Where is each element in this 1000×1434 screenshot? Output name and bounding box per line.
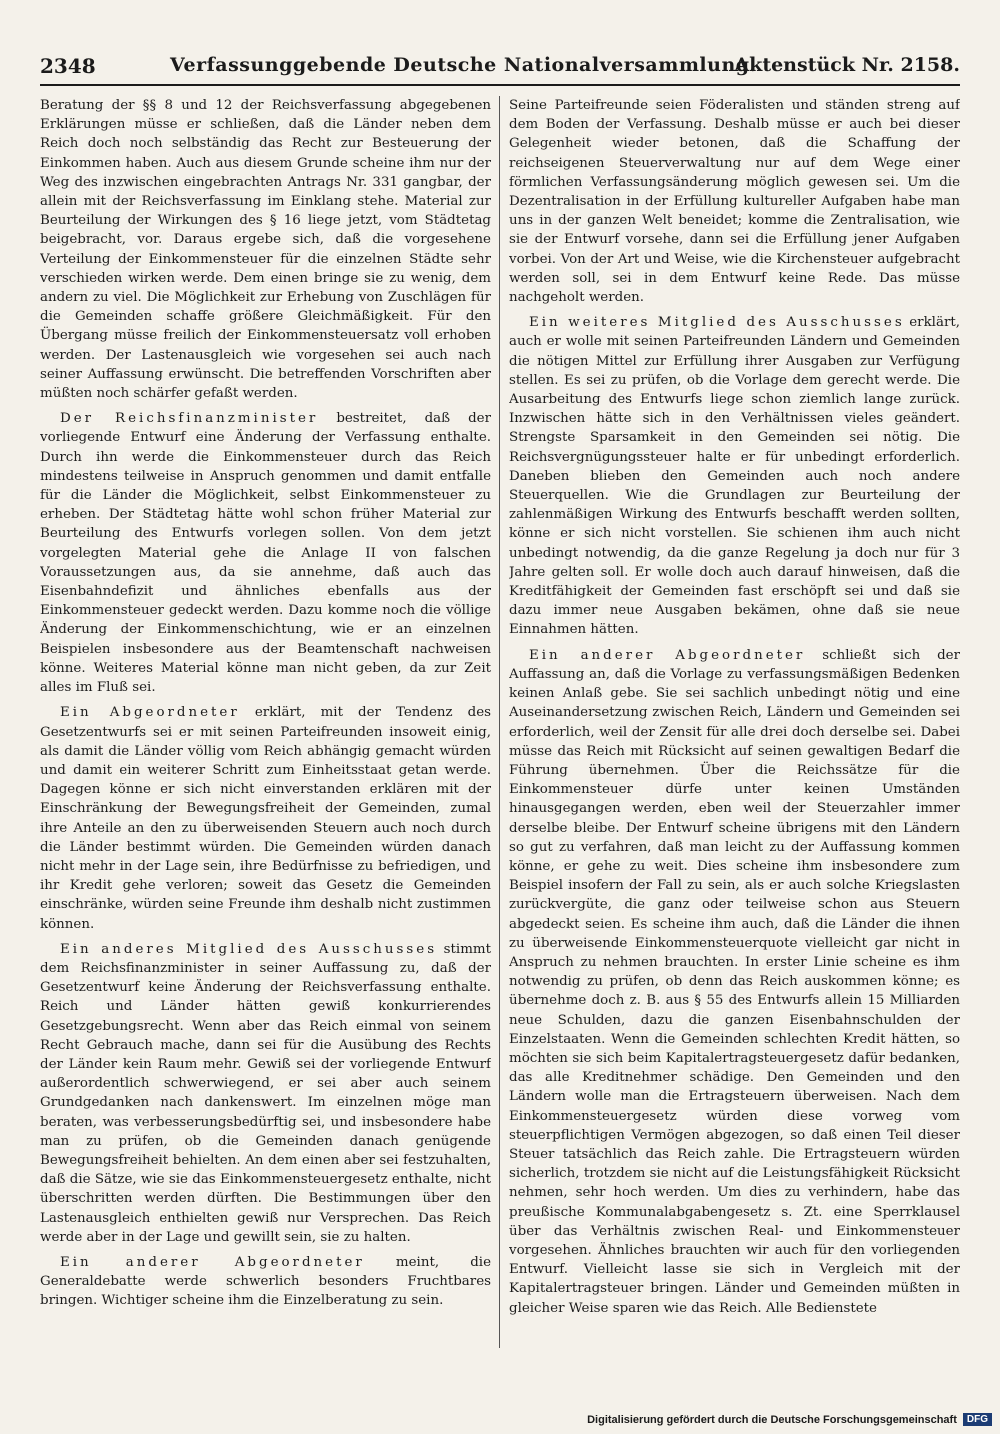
- speaker-lead: Ein weiteres Mitglied des Ausschusses: [529, 315, 905, 331]
- speaker-lead: Ein Abgeordneter: [60, 705, 240, 721]
- document-page: [40, 48, 960, 1348]
- speaker-lead: Ein anderer Abgeordneter: [529, 647, 806, 663]
- paragraph: [40, 409, 491, 697]
- paragraph-text: stimmt dem Reichsfinanzminister in seiner Auffassung zu, daß der Gesetzentwurf keine Änderung der Reichsverfassung enthalte. Reich und Länder hätten gewiß konkurrierendes Gesetzgebungsrecht. Wenn aber das Reich einmal von seinem Recht Gebrauch mache, dann sei für die Ausübung des Rechts der Länder kein Raum mehr. Gewiß sei der vorliegende Entwurf außerordentlich schwerwiegend, er sei aber auch seinem Grundgedanken nach dankenswert. Im einzelnen möge man beraten, was verbesserungsbedürftig sei, und insbesondere habe man zu prüfen, ob die Gemeinden danach genügende Bewegungsfreiheit behielten. An dem einen aber sei festzuhalten, daß die Sätze, wie sie das Einkommensteuergesetz enthalte, nicht überschritten werden dürften. Die Bestimmungen über den Lastenausgleich enthielten gewiß nur Versprechen. Das Reich werde aber in der Lage und gewillt sein, sie zu halten.: [40, 941, 491, 1245]
- credit-text: Digitalisierung gefördert durch die Deutsche Forschungsgemeinschaft: [587, 1413, 957, 1426]
- paragraph-text: Seine Parteifreunde seien Föderalisten und ständen streng auf dem Boden der Verfassung. Deshalb müsse er auch bei dieser Gelegenheit wieder betonen, daß die Schaffung der reichseigenen Steuerverwaltung nur auf dem Wege einer förmlichen Verfassungsänderung möglich gewesen sei. Um die Dezentralisation in der Erfüllung kultureller Aufgaben habe man uns in der ganzen Welt beneidet; komme die Zentralisation, wie sie der Entwurf vorsehe, dann sei die Erfüllung jener Aufgaben vorbei. Von der Art und Weise, wie die Kirchensteuer aufgebracht werden soll, sei in dem Entwurf keine Rede. Das müsse nachgeholt werden.: [509, 98, 960, 306]
- paragraph-text: bestreitet, daß der vorliegende Entwurf eine Änderung der Verfassung enthalte. Durch ihn werde die Einkommensteuer durch das Reich mindestens teilweise in Anspruch genommen und damit entfalle für die Länder die Möglichkeit, selbst Einkommensteuer zu erheben. Der Städtetag hätte wohl schon früher Material zur Beurteilung des Entwurfs vorlegen sollen. Von dem jetzt vorgelegten Material gehe die Anlage II von falschen Voraussetzungen aus, da sie annehme, daß auch das Eisenbahndefizit und ähnliches ebenfalls aus der Einkommensteuer gedeckt werden. Dazu komme noch die völlige Änderung der Einkommenschichtung, wie er an einzelnen Beispielen insbesondere aus der Beamtenschaft nachweisen könne. Weiteres Material könne man nicht geben, da zur Zeit alles im Fluß sei.: [40, 411, 491, 696]
- text-columns: [40, 96, 960, 1348]
- running-head: Verfassunggebende Deutsche Nationalversammlung.: [170, 54, 757, 76]
- right-column: [509, 96, 960, 1348]
- paragraph: [40, 703, 491, 933]
- paragraph: [509, 96, 960, 307]
- paragraph: [40, 96, 491, 403]
- digitization-credit: [587, 1413, 992, 1426]
- paragraph: [509, 646, 960, 1318]
- paragraph-text: erklärt, auch er wolle mit seinen Parteifreunden Ländern und Gemeinden die nötigen Mittel zur Erfüllung ihrer Ausgaben zur Verfügung stellen. Es sei zu prüfen, ob die Vorlage dem gerecht werde. Die Ausarbeitung des Entwurfs liege schon ziemlich lange zurück. Inzwischen hätte sich in den Verhältnissen vieles geändert. Strengste Sparsamkeit in den Gemeinden sei nötig. Die Reichsvergnügungssteuer halte er für unbedingt erforderlich. Daneben blieben den Gemeinden auch noch andere Steuerquellen. Wie die Grundlagen zur Beurteilung der zahlenmäßigen Wirkung des Entwurfs beschafft werden sollten, könne er sich nicht vorstellen. Sie schienen ihm auch nicht unbedingt notwendig, da die ganze Regelung ja doch nur für 3 Jahre gelten soll. Er wolle doch auch darauf hinweisen, daß die Kreditfähigkeit der Gemeinden fast erschöpft sei und daß sie dazu immer neue Ausgaben bekämen, ohne daß sie neue Einnahmen hätten.: [509, 315, 960, 638]
- paragraph-text: Beratung der §§ 8 und 12 der Reichsverfassung abgegebenen Erklärungen müsse er schließen, daß die Länder neben dem Reich doch noch selbständig das Recht zur Besteuerung der Einkommen haben. Auch aus diesem Grunde scheine ihm nur der Weg des inzwischen eingebrachten Antrags Nr. 331 gangbar, der allein mit der Reichsverfassung im Einklang stehe. Material zur Beurteilung der Wirkungen des § 16 liege jetzt, vom Städtetag beigebracht, vor. Daraus ergebe sich, daß die vorgesehene Verteilung der Einkommensteuer für die einzelnen Städte sehr verschieden wirken werde. Dem einen bringe sie zu wenig, dem andern zu viel. Die Möglichkeit zur Erhebung von Zuschlägen für die Gemeinden schaffe größere Gleichmäßigkeit. Für den Übergang müsse freilich der Einkommensteuersatz voll erhoben werden. Der Lastenausgleich wie vorgesehen sei auch nach seiner Auffassung erwünscht. Die betreffenden Vorschriften aber müßten noch schärfer gefaßt werden.: [40, 98, 491, 402]
- paragraph: [40, 1253, 491, 1311]
- paragraph-text: schließt sich der Auffassung an, daß die Vorlage zu verfassungsmäßigen Bedenken keinen Anlaß gebe. Sie sei sachlich unbedingt nötig und eine Auseinandersetzung zwischen Reich, Ländern und Gemeinden sei erforderlich, weil der Zensit für alle drei doch derselbe sei. Dabei müsse das Reich mit Rücksicht auf seinen gewaltigen Bedarf die Führung übernehmen. Über die Reichssätze für die Einkommensteuer dürfe unter keinen Umständen hinausgegangen werden, eben weil der Steuerzahler immer derselbe bleibe. Der Entwurf scheine übrigens mit den Ländern so gut zu verfahren, daß man leicht zu der Auffassung kommen könne, er gehe zu weit. Dies scheine ihm insbesondere zum Beispiel insofern der Fall zu sein, als er auch solche Kriegslasten zurückvergüte, die ganz oder teilweise schon aus Steuern abgedeckt seien. Es scheine ihm auch, daß die Länder die ihnen zu überweisende Einkommensteuerquote vielleicht gar nicht in Anspruch zu nehmen brauchten. In erster Linie scheine es ihm notwendig zu prüfen, ob denn das Reich auskommen könne; es übernehme doch z. B. aus § 55 des Entwurfs allein 15 Milliarden neue Schulden, dazu die ganzen Eisenbahnschulden der Einzelstaaten. Wenn die Gemeinden schlechten Kredit hätten, so möchten sie sich beim Kapitalertragsteuergesetz dafür bedanken, das alle Kreditnehmer schädige. Den Gemeinden und den Ländern wolle man die Ertragsteuern überweisen. Nach dem Einkommensteuergesetz würden diese vorweg vom steuerpflichtigen Vermögen abgezogen, so daß einen Teil dieser Steuer tatsächlich das Reich zahle. Die Ertragsteuern würden sicherlich, trotzdem sie nicht auf die Leistungsfähigkeit Rücksicht nehmen, sehr hoch werden. Um dies zu verhindern, habe das preußische Kommunalabgabengesetz s. Zt. eine Sperrklausel über das Verhältnis zwischen Real- und Einkommensteuer vorgesehen. Ähnliches brauchten wir auch für den vorliegenden Entwurf. Vielleicht lasse sie sich in Vergleich mit der Kapitalertragsteuer bringen. Länder und Gemeinden müßten in gleicher Weise sparen wie das Reich. Alle Bedienstete: [509, 647, 960, 1316]
- document-number: Aktenstück Nr. 2158.: [734, 54, 960, 76]
- page-number: 2348: [40, 54, 96, 78]
- paragraph: [40, 940, 491, 1247]
- column-divider: [499, 96, 500, 1348]
- paragraph-text: meint, die Generaldebatte werde schwerlich besonders Fruchtbares bringen. Wichtiger scheine ihm die Einzelberatung zu sein.: [40, 1254, 491, 1309]
- dfg-logo: DFG: [963, 1413, 992, 1426]
- speaker-lead: Ein anderer Abgeordneter: [60, 1254, 365, 1270]
- speaker-lead: Der Reichsfinanzminister: [60, 411, 319, 427]
- page-header: [40, 48, 960, 86]
- speaker-lead: Ein anderes Mitglied des Ausschusses: [60, 941, 438, 957]
- paragraph-text: erklärt, mit der Tendenz des Gesetzentwurfs sei er mit seinen Parteifreunden insoweit einig, als damit die Länder völlig vom Reich abhängig gemacht würden und damit ein weiterer Schritt zum Einheitsstaat getan werde. Dagegen könne er sich nicht einverstanden erklären mit der Einschränkung der Bewegungsfreiheit der Gemeinden, zumal ihre Anteile an den zu überweisenden Steuern auch noch durch die Länder bestimmt würden. Die Gemeinden würden danach nicht mehr in der Lage sein, ihre Bedürfnisse zu befriedigen, und ihr Kredit gehe verloren; soweit das Gesetz die Gemeinden einschränke, würden seine Freunde ihm deshalb nicht zustimmen können.: [40, 705, 491, 932]
- left-column: [40, 96, 491, 1348]
- paragraph: [509, 313, 960, 639]
